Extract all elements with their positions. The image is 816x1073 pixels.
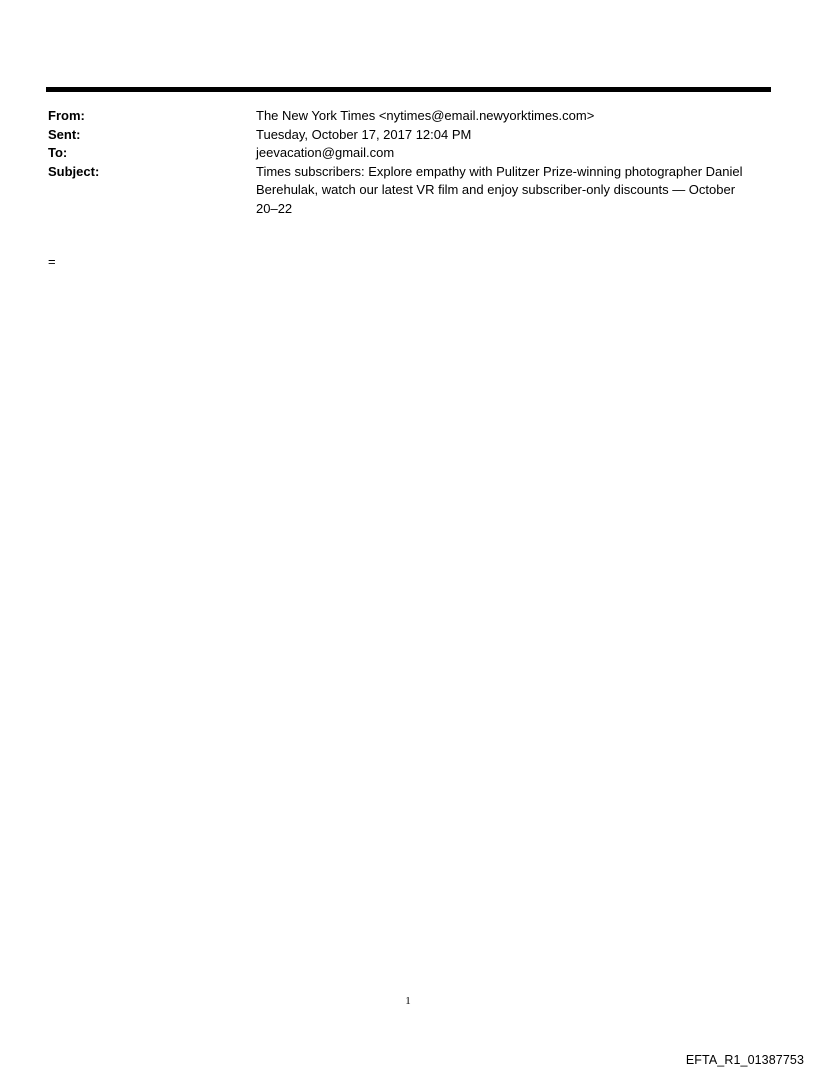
email-header-block [48,107,768,218]
subject-label: Subject: [48,163,100,179]
to-value: jeevacation@gmail.com [256,145,395,160]
to-label: To: [48,145,68,160]
subject-value: Times subscribers: Explore empathy with Pulitzer Prize-winning photographer Daniel Berehulak, watch our latest VR film and enjoy subscriber-only discounts — October 20–22 [256,163,743,216]
to-row [48,144,768,163]
email-body: = [48,254,56,269]
sent-label: Sent: [48,126,81,142]
sent-row [48,126,768,145]
subject-row [48,163,768,219]
page-number: 1 [405,995,411,1007]
from-row [48,107,768,126]
document-id: EFTA_R1_01387753 [685,1053,804,1067]
from-value: The New York Times <nytimes@email.newyorktimes.com> [256,108,595,123]
header-divider [46,87,771,92]
from-label: From: [48,108,85,123]
sent-value: Tuesday, October 17, 2017 12:04 PM [256,126,472,142]
